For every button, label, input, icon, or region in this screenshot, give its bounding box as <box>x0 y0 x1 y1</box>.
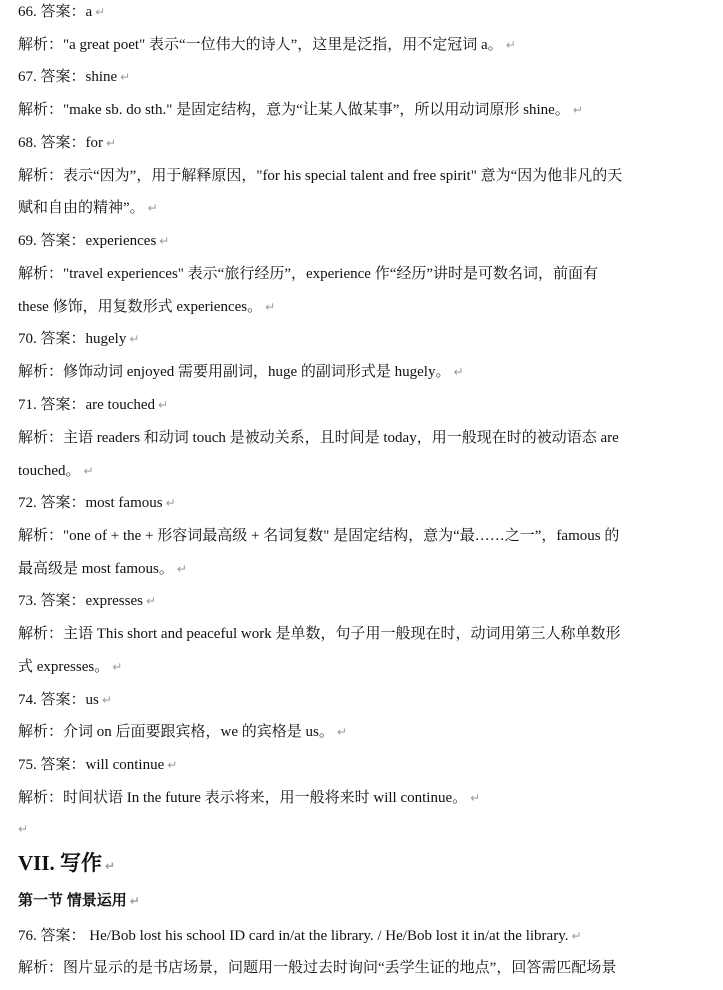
answer-73: 73. 答案：expresses ↵ <box>18 593 157 609</box>
paragraph-mark-icon: ↵ <box>265 300 276 314</box>
paragraph-mark-icon: ↵ <box>505 38 516 52</box>
paragraph-mark-icon: ↵ <box>571 929 582 943</box>
answer-67: 67. 答案：shine ↵ <box>18 69 131 85</box>
explanation-75: 解析：时间状语 In the future 表示将来，用一般将来时 will continue。 ↵ <box>18 790 481 806</box>
explanation-68-line1: 解析：表示“因为”，用于解释原因，"for his special talent and free spirit" 意为“因为他非凡的天 <box>18 168 623 184</box>
answer-76: 76. 答案： He/Bob lost his school ID card in/at the library. / He/Bob lost it in/at the library. ↵ <box>18 928 582 944</box>
paragraph-mark-icon: ↵ <box>101 693 112 707</box>
paragraph-mark-icon: ↵ <box>83 464 94 478</box>
explanation-72-line2: 最高级是 most famous。 ↵ <box>18 561 187 577</box>
section-heading: VII. 写作 ↵ <box>18 851 116 875</box>
paragraph-mark-icon: ↵ <box>147 201 158 215</box>
paragraph-mark-icon: ↵ <box>159 234 170 248</box>
paragraph-mark-icon: ↵ <box>158 398 169 412</box>
paragraph-mark-icon: ↵ <box>176 562 187 576</box>
answer-72: 72. 答案：most famous ↵ <box>18 495 176 511</box>
explanation-73-line1: 解析：主语 This short and peaceful work 是单数，句子用一般现在时，动词用第三人称单数形 <box>18 626 621 642</box>
paragraph-mark-icon: ↵ <box>453 365 464 379</box>
subsection-heading: 第一节 情景运用 ↵ <box>18 893 140 909</box>
explanation-67: 解析："make sb. do sth." 是固定结构，意为“让某人做某事”，所以用动词原形 shine。 ↵ <box>18 102 583 118</box>
explanation-71-line1: 解析：主语 readers 和动词 touch 是被动关系，且时间是 today，用一般现在时的被动语态 are <box>18 430 619 446</box>
explanation-69-line1: 解析："travel experiences" 表示“旅行经历”，experience 作“经历”讲时是可数名词，前面有 <box>18 266 599 282</box>
paragraph-mark-icon: ↵ <box>129 894 140 908</box>
paragraph-mark-icon: ↵ <box>165 496 176 510</box>
explanation-70: 解析：修饰动词 enjoyed 需要用副词，huge 的副词形式是 hugely。 ↵ <box>18 364 464 380</box>
answer-71: 71. 答案：are touched ↵ <box>18 397 169 413</box>
explanation-66: 解析："a great poet" 表示“一位伟大的诗人”，这里是泛指，用不定冠词 a。 ↵ <box>18 37 516 53</box>
answer-70: 70. 答案：hugely ↵ <box>18 331 140 347</box>
answer-66: 66. 答案：a ↵ <box>18 4 106 20</box>
paragraph-mark-icon: ↵ <box>120 70 131 84</box>
empty-paragraph <box>18 819 709 839</box>
explanation-69-line2: these 修饰，用复数形式 experiences。 ↵ <box>18 299 276 315</box>
answer-75: 75. 答案：will continue ↵ <box>18 757 178 773</box>
explanation-73-line2: 式 expresses。 ↵ <box>18 659 123 675</box>
explanation-74: 解析：介词 on 后面要跟宾格，we 的宾格是 us。 ↵ <box>18 724 347 740</box>
explanation-76: 解析：图片显示的是书店场景，问题用一般过去时询问“丢学生证的地点”，回答需匹配场景 <box>18 960 617 976</box>
explanation-68-line2: 赋和自由的精神”。 ↵ <box>18 200 158 216</box>
paragraph-mark-icon: ↵ <box>129 332 140 346</box>
paragraph-mark-icon: ↵ <box>106 136 117 150</box>
answer-74: 74. 答案：us ↵ <box>18 692 112 708</box>
paragraph-mark-icon: ↵ <box>145 594 157 608</box>
explanation-72-line1: 解析："one of + the + 形容词最高级 + 名词复数" 是固定结构，意为“最……之一”，famous 的 <box>18 528 620 544</box>
paragraph-mark-icon: ↵ <box>336 725 347 739</box>
paragraph-mark-icon: ↵ <box>95 5 106 19</box>
paragraph-mark-icon: ↵ <box>470 791 481 805</box>
answer-69: 69. 答案：experiences ↵ <box>18 233 170 249</box>
paragraph-mark-icon: ↵ <box>167 758 178 772</box>
answer-68: 68. 答案：for ↵ <box>18 135 117 151</box>
paragraph-mark-icon: ↵ <box>105 859 116 873</box>
paragraph-mark-icon: ↵ <box>18 822 29 836</box>
explanation-71-line2: touched。 ↵ <box>18 463 94 479</box>
paragraph-mark-icon: ↵ <box>112 660 123 674</box>
paragraph-mark-icon: ↵ <box>572 103 583 117</box>
